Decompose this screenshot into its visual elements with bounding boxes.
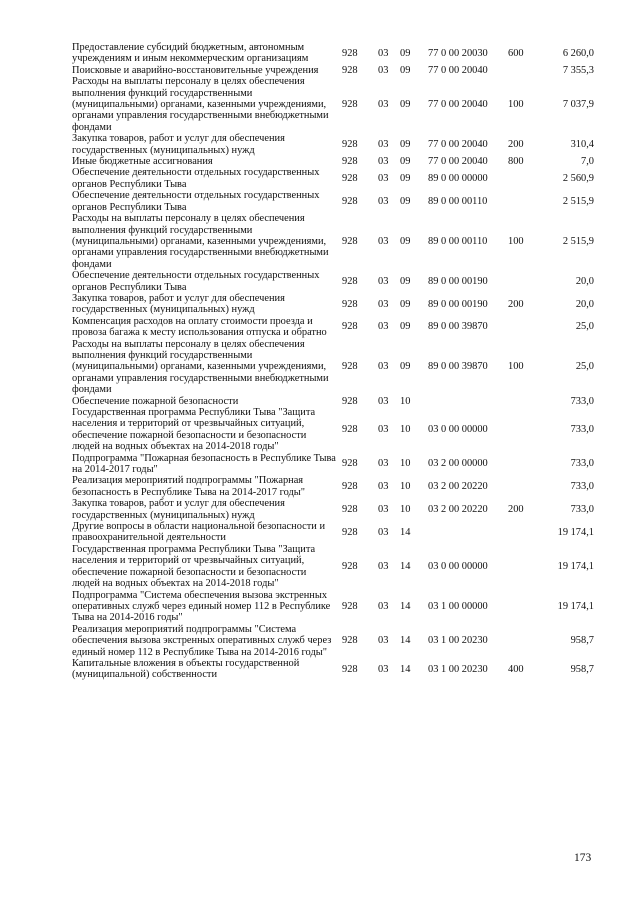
row-vr: 800 bbox=[508, 156, 524, 168]
row-name: Обеспечение деятельности отдельных государственных органов Республики Тыва bbox=[72, 167, 320, 190]
table-row bbox=[72, 65, 594, 76]
row-rz: 03 bbox=[378, 395, 389, 407]
row-gr: 928 bbox=[342, 156, 358, 168]
row-rz: 03 bbox=[378, 99, 389, 111]
row-gr: 928 bbox=[342, 503, 358, 515]
row-pr: 14 bbox=[400, 526, 411, 538]
row-pr: 09 bbox=[400, 275, 411, 287]
row-gr: 928 bbox=[342, 424, 358, 436]
row-sum: 6 260,0 bbox=[562, 47, 594, 59]
row-rz: 03 bbox=[378, 526, 389, 538]
row-csr: 77 0 00 20040 bbox=[428, 64, 488, 76]
budget-table-body bbox=[72, 42, 594, 681]
row-sum: 7 355,3 bbox=[562, 64, 594, 76]
table-row bbox=[72, 339, 594, 396]
row-csr: 03 2 00 20220 bbox=[428, 503, 488, 515]
table-row bbox=[72, 167, 594, 190]
row-name: Расходы на выплаты персоналу в целях обеспечения выполнения функций государственными (муниципальными) органами, казенными учреждениями, органами управления государственными внебюджетными фондами bbox=[72, 213, 329, 270]
row-name: Расходы на выплаты персоналу в целях обеспечения выполнения функций государственными (муниципальными) органами, казенными учреждениями, органами управления государственными внебюджетными фондами bbox=[72, 338, 329, 396]
row-csr: 77 0 00 20040 bbox=[428, 156, 488, 168]
row-name: Закупка товаров, работ и услуг для обеспечения государственных (муниципальных) нужд bbox=[72, 133, 285, 156]
row-vr bbox=[508, 590, 542, 624]
row-pr: 09 bbox=[400, 156, 411, 168]
row-pr: 09 bbox=[400, 321, 411, 333]
row-name: Реализация мероприятий подпрограммы "Система обеспечения вызова экстренных оперативных служб через единый номер 112 в Республике Тыва на 2014-2016 годы" bbox=[72, 623, 332, 658]
row-vr: 200 bbox=[508, 298, 524, 310]
table-row bbox=[72, 42, 594, 65]
row-gr: 928 bbox=[342, 361, 358, 373]
row-csr bbox=[428, 396, 508, 407]
row-sum: 733,0 bbox=[570, 458, 594, 470]
row-pr: 09 bbox=[400, 47, 411, 59]
row-name: Поисковые и аварийно-восстановительные учреждения bbox=[72, 64, 319, 76]
row-pr: 09 bbox=[400, 235, 411, 247]
table-row bbox=[72, 190, 594, 213]
row-sum: 733,0 bbox=[570, 424, 594, 436]
row-gr: 928 bbox=[342, 195, 358, 207]
table-row bbox=[72, 156, 594, 167]
row-csr: 03 0 00 00000 bbox=[428, 560, 488, 572]
row-pr: 14 bbox=[400, 663, 411, 675]
row-vr bbox=[508, 65, 542, 76]
row-name: Расходы на выплаты персоналу в целях обеспечения выполнения функций государственными (муниципальными) органами, казенными учреждениями, органами управления государственными внебюджетными фондами bbox=[72, 76, 329, 133]
row-pr: 10 bbox=[400, 458, 411, 470]
row-csr: 03 1 00 20230 bbox=[428, 663, 488, 675]
row-vr bbox=[508, 453, 542, 476]
row-sum: 7 037,9 bbox=[562, 99, 594, 111]
row-csr: 89 0 00 00110 bbox=[428, 195, 488, 207]
row-vr bbox=[508, 316, 542, 339]
row-sum: 733,0 bbox=[570, 503, 594, 515]
row-pr: 10 bbox=[400, 395, 411, 407]
row-rz: 03 bbox=[378, 503, 389, 515]
row-name: Государственная программа Республики Тыва "Защита населения и территорий от чрезвычайных ситуаций, обеспечение пожарной безопасности и безопасности людей на водных объектах на 2014-2018 годы" bbox=[72, 543, 316, 590]
table-row bbox=[72, 270, 594, 293]
row-gr: 928 bbox=[342, 560, 358, 572]
row-rz: 03 bbox=[378, 663, 389, 675]
page-number: 173 bbox=[574, 852, 592, 864]
row-vr bbox=[508, 270, 542, 293]
table-row bbox=[72, 658, 594, 681]
row-name: Обеспечение деятельности отдельных государственных органов Республики Тыва bbox=[72, 190, 320, 213]
row-pr: 10 bbox=[400, 503, 411, 515]
row-vr bbox=[508, 475, 542, 498]
row-gr: 928 bbox=[342, 481, 358, 493]
row-gr: 928 bbox=[342, 321, 358, 333]
row-csr: 77 0 00 20030 bbox=[428, 47, 488, 59]
row-vr bbox=[508, 407, 542, 453]
row-rz: 03 bbox=[378, 275, 389, 287]
row-csr: 89 0 00 39870 bbox=[428, 361, 488, 373]
row-csr: 03 0 00 00000 bbox=[428, 424, 488, 436]
row-pr: 09 bbox=[400, 361, 411, 373]
table-row bbox=[72, 76, 594, 133]
row-csr: 03 2 00 20220 bbox=[428, 481, 488, 493]
table-row bbox=[72, 396, 594, 407]
row-csr: 89 0 00 00000 bbox=[428, 173, 488, 185]
row-vr bbox=[508, 396, 542, 407]
row-sum: 20,0 bbox=[575, 275, 594, 287]
row-csr: 77 0 00 20040 bbox=[428, 99, 488, 111]
table-row bbox=[72, 407, 594, 453]
row-sum: 2 515,9 bbox=[562, 195, 594, 207]
row-sum: 19 174,1 bbox=[557, 600, 594, 612]
row-vr: 400 bbox=[508, 663, 524, 675]
row-gr: 928 bbox=[342, 600, 358, 612]
row-rz: 03 bbox=[378, 424, 389, 436]
table-row bbox=[72, 590, 594, 624]
row-vr bbox=[508, 624, 542, 658]
row-name: Закупка товаров, работ и услуг для обеспечения государственных (муниципальных) нужд bbox=[72, 292, 285, 316]
budget-table bbox=[72, 42, 594, 681]
row-pr: 09 bbox=[400, 298, 411, 310]
row-rz: 03 bbox=[378, 600, 389, 612]
row-rz: 03 bbox=[378, 458, 389, 470]
row-pr: 10 bbox=[400, 481, 411, 493]
row-name: Капитальные вложения в объекты государственной (муниципальной) собственности bbox=[72, 657, 300, 681]
row-name: Государственная программа Республики Тыва "Защита населения и территорий от чрезвычайных ситуаций, обеспечение пожарной безопасности и безопасности людей на водных объектах на 2014-2018 годы" bbox=[72, 407, 316, 453]
row-rz: 03 bbox=[378, 481, 389, 493]
row-sum: 2 560,9 bbox=[562, 173, 594, 185]
row-vr bbox=[508, 544, 542, 590]
row-name: Предоставление субсидий бюджетным, автономным учреждениям и иным некоммерческим организациям bbox=[72, 42, 309, 65]
row-gr: 928 bbox=[342, 458, 358, 470]
row-rz: 03 bbox=[378, 361, 389, 373]
row-sum: 733,0 bbox=[570, 481, 594, 493]
row-name: Иные бюджетные ассигнования bbox=[72, 156, 213, 168]
row-name: Обеспечение деятельности отдельных государственных органов Республики Тыва bbox=[72, 270, 320, 293]
row-vr: 600 bbox=[508, 47, 524, 59]
row-sum: 25,0 bbox=[575, 361, 594, 373]
table-row bbox=[72, 475, 594, 498]
row-vr bbox=[508, 190, 542, 213]
row-rz: 03 bbox=[378, 195, 389, 207]
row-rz: 03 bbox=[378, 173, 389, 185]
row-gr: 928 bbox=[342, 635, 358, 647]
table-row bbox=[72, 316, 594, 339]
row-pr: 14 bbox=[400, 600, 411, 612]
table-row bbox=[72, 293, 594, 316]
row-sum: 19 174,1 bbox=[557, 560, 594, 572]
table-row bbox=[72, 544, 594, 590]
row-rz: 03 bbox=[378, 298, 389, 310]
row-gr: 928 bbox=[342, 173, 358, 185]
row-vr: 200 bbox=[508, 503, 524, 515]
row-sum: 2 515,9 bbox=[562, 235, 594, 247]
row-csr: 03 1 00 00000 bbox=[428, 600, 488, 612]
row-pr: 09 bbox=[400, 195, 411, 207]
row-gr: 928 bbox=[342, 47, 358, 59]
row-csr: 89 0 00 00190 bbox=[428, 275, 488, 287]
row-pr: 09 bbox=[400, 173, 411, 185]
row-name: Закупка товаров, работ и услуг для обеспечения государственных (муниципальных) нужд bbox=[72, 498, 285, 521]
row-name: Компенсация расходов на оплату стоимости проезда и провоза багажа к месту использования отпуска и обратно bbox=[72, 315, 327, 339]
row-csr: 89 0 00 39870 bbox=[428, 321, 488, 333]
row-sum: 733,0 bbox=[570, 395, 594, 407]
table-row bbox=[72, 498, 594, 521]
row-gr: 928 bbox=[342, 138, 358, 150]
row-rz: 03 bbox=[378, 321, 389, 333]
row-gr: 928 bbox=[342, 235, 358, 247]
row-csr: 77 0 00 20040 bbox=[428, 138, 488, 150]
table-row bbox=[72, 133, 594, 156]
row-rz: 03 bbox=[378, 635, 389, 647]
row-name: Другие вопросы в области национальной безопасности и правоохранительной деятельности bbox=[72, 521, 326, 544]
row-gr: 928 bbox=[342, 395, 358, 407]
row-rz: 03 bbox=[378, 47, 389, 59]
row-gr: 928 bbox=[342, 526, 358, 538]
row-csr: 89 0 00 00190 bbox=[428, 298, 488, 310]
row-sum: 310,4 bbox=[570, 138, 594, 150]
row-pr: 09 bbox=[400, 64, 411, 76]
row-rz: 03 bbox=[378, 156, 389, 168]
row-sum: 958,7 bbox=[570, 663, 594, 675]
row-csr bbox=[428, 521, 508, 544]
row-vr bbox=[508, 521, 542, 544]
row-sum: 7,0 bbox=[581, 156, 594, 168]
row-gr: 928 bbox=[342, 663, 358, 675]
row-sum: 958,7 bbox=[570, 635, 594, 647]
row-gr: 928 bbox=[342, 64, 358, 76]
row-csr: 03 1 00 20230 bbox=[428, 635, 488, 647]
row-vr: 100 bbox=[508, 361, 524, 373]
row-gr: 928 bbox=[342, 298, 358, 310]
row-vr: 200 bbox=[508, 138, 524, 150]
table-row bbox=[72, 624, 594, 658]
row-rz: 03 bbox=[378, 235, 389, 247]
row-rz: 03 bbox=[378, 560, 389, 572]
row-vr: 100 bbox=[508, 99, 524, 111]
row-vr bbox=[508, 167, 542, 190]
row-gr: 928 bbox=[342, 275, 358, 287]
table-row bbox=[72, 213, 594, 270]
row-pr: 10 bbox=[400, 424, 411, 436]
row-sum: 25,0 bbox=[575, 321, 594, 333]
table-row bbox=[72, 521, 594, 544]
row-sum: 19 174,1 bbox=[557, 526, 594, 538]
row-name: Обеспечение пожарной безопасности bbox=[72, 395, 239, 407]
row-sum: 20,0 bbox=[575, 298, 594, 310]
row-pr: 14 bbox=[400, 560, 411, 572]
row-rz: 03 bbox=[378, 138, 389, 150]
table-row bbox=[72, 453, 594, 476]
row-csr: 89 0 00 00110 bbox=[428, 235, 488, 247]
row-rz: 03 bbox=[378, 64, 389, 76]
row-pr: 09 bbox=[400, 138, 411, 150]
row-pr: 14 bbox=[400, 635, 411, 647]
row-vr: 100 bbox=[508, 235, 524, 247]
row-csr: 03 2 00 00000 bbox=[428, 458, 488, 470]
row-name: Подпрограмма "Система обеспечения вызова экстренных оперативных служб через единый номер 112 в Республике Тыва на 2014-2016 годы" bbox=[72, 589, 331, 624]
row-pr: 09 bbox=[400, 99, 411, 111]
row-gr: 928 bbox=[342, 99, 358, 111]
row-name: Подпрограмма "Пожарная безопасность в Республике Тыва на 2014-2017 годы" bbox=[72, 452, 336, 476]
row-name: Реализация мероприятий подпрограммы "Пожарная безопасность в Республике Тыва на 2014-2017 годы" bbox=[72, 475, 306, 498]
